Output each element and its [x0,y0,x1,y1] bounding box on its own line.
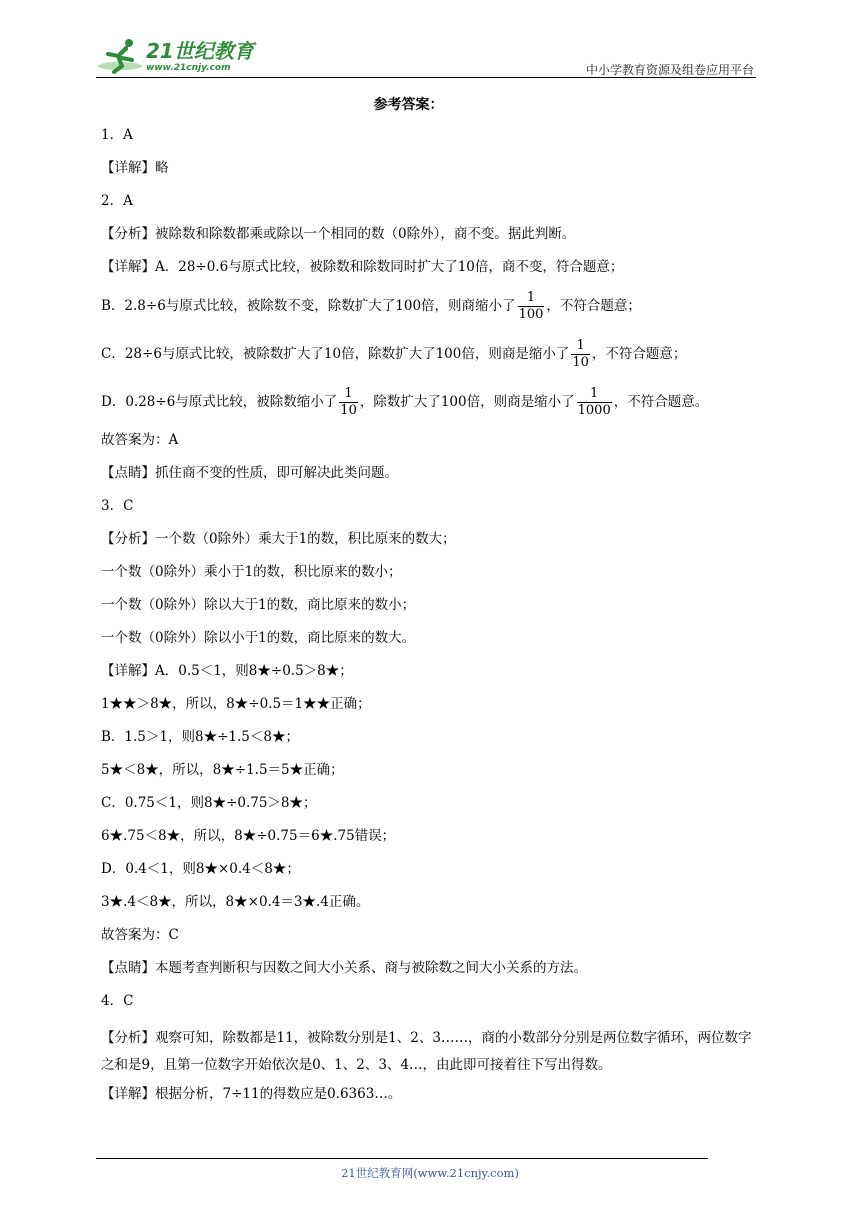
fraction: $\frac{1}{100}$ [518,289,544,322]
page-title: 参考答案： [373,97,444,113]
detail-3d: 5★＜8★，所以，8★÷1.5＝5★正确； [101,762,344,778]
final-answer-3: 故答案为：C [101,927,179,943]
detail-2b: B．2.8÷6与原式比较，被除数不变，除数扩大了100倍，则商缩小了 $\frac{1}{100}$ ，不符合题意； [101,289,641,322]
analysis-3b: 一个数（0除外）乘小于1的数，积比原来的数小； [101,564,402,580]
footer-link[interactable]: 21世纪教育网(www.21cnjy.com) [341,1166,519,1180]
detail-3a: 【详解】A．0.5＜1，则8★÷0.5＞8★； [101,663,353,679]
answer-3: 3．C [101,498,134,514]
comment-3: 【点睛】本题考查判断积与因数之间大小关系、商与被除数之间大小关系的方法。 [101,960,587,976]
answer-content [101,96,761,1118]
detail-4: 【详解】根据分析，7÷11的得数应是0.6363…。 [101,1086,402,1102]
detail-3e: C．0.75＜1，则8★÷0.75＞8★； [101,795,317,811]
detail-2c: C．28÷6与原式比较，被除数扩大了10倍，除数扩大了100倍，则商是缩小了 $\frac{1}{10}$ ，不符合题意； [101,337,687,370]
detail-2a: 【详解】A．28÷0.6与原式比较，被除数和除数同时扩大了10倍，商不变，符合题意； [101,259,624,275]
svg-text:21世纪教育: 21世纪教育 [146,39,254,63]
detail-3f: 6★.75＜8★，所以，8★÷0.75＝6★.75错误； [101,828,396,844]
answer-4: 4．C [101,993,134,1009]
fraction: $\frac{1}{10}$ [340,385,357,418]
page-header [0,0,860,80]
analysis-4: 【分析】观察可知，除数都是11，被除数分别是1、2、3……，商的小数部分分别是两位数字循环，两位数字之和是9，且第一位数字开始依次是0、1、2、3、4…，由此即可接着往下写出得数。 [101,1030,752,1073]
detail-3b: 1★★＞8★，所以，8★÷0.5＝1★★正确； [101,696,371,712]
comment-2: 【点睛】抓住商不变的性质，即可解决此类问题。 [101,465,398,481]
analysis-2: 【分析】被除数和除数都乘或除以一个相同的数（0除外），商不变。据此判断。 [101,226,576,242]
header-divider [96,77,756,78]
fraction: $\frac{1}{1000}$ [577,385,611,418]
detail-1: 【详解】略 [101,160,169,176]
detail-2d: D．0.28÷6与原式比较，被除数缩小了 $\frac{1}{10}$ ，除数扩大了100倍，则商是缩小了 $\frac{1}{1000}$ ，不符合题意。 [101,385,709,418]
site-logo[interactable] [96,36,266,76]
footer-divider [96,1158,708,1159]
answer-1: 1．A [101,127,133,143]
analysis-3d: 一个数（0除外）除以小于1的数，商比原来的数大。 [101,630,416,646]
answer-2: 2．A [101,193,133,209]
runner-logo-icon [96,36,266,76]
platform-name: 中小学教育资源及组卷应用平台 [585,63,754,77]
analysis-3a: 【分析】一个数（0除外）乘大于1的数，积比原来的数大； [101,531,456,547]
fraction: $\frac{1}{10}$ [572,337,589,370]
analysis-3c: 一个数（0除外）除以大于1的数，商比原来的数小； [101,597,416,613]
svg-text:www.21cnjy.com: www.21cnjy.com [146,63,231,73]
detail-3h: 3★.4＜8★，所以，8★×0.4＝3★.4正确。 [101,894,370,910]
detail-3c: B．1.5＞1，则8★÷1.5＜8★； [101,729,299,745]
detail-3g: D．0.4＜1，则8★×0.4＜8★； [101,861,300,877]
final-answer-2: 故答案为：A [101,432,179,448]
